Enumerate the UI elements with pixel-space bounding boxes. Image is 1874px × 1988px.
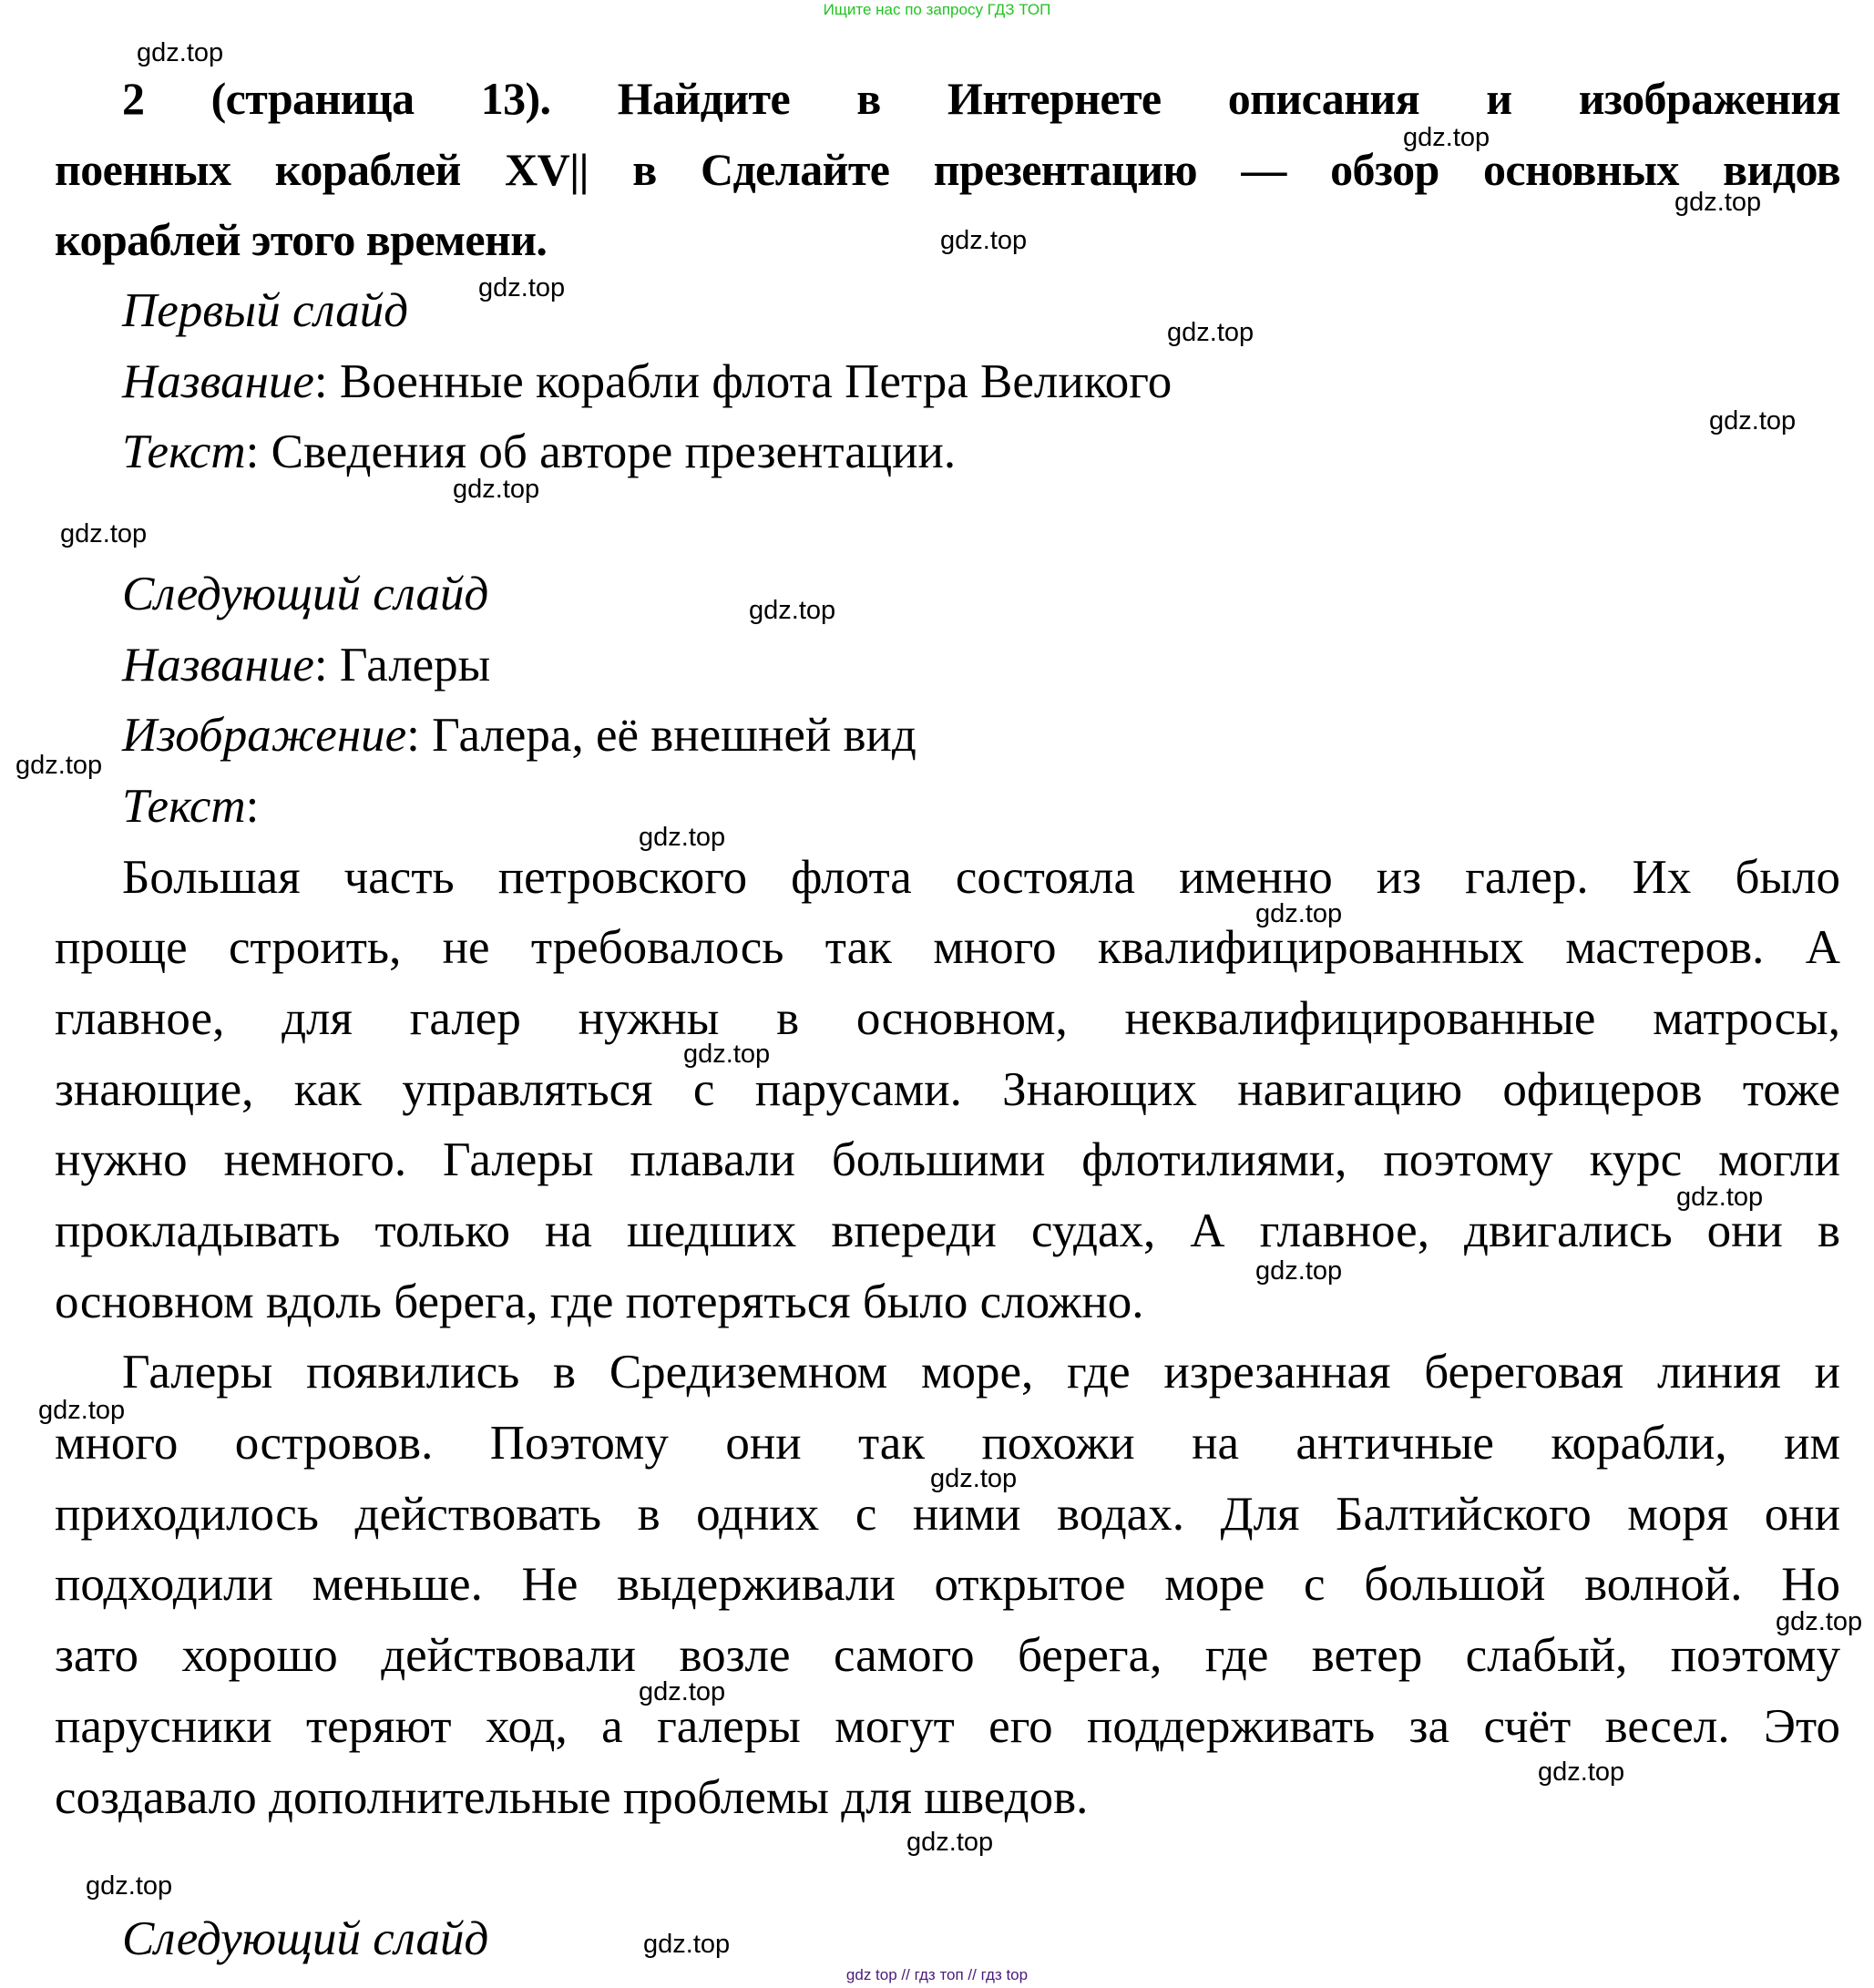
title-line: поенных кораблей XV|| в Сделайте презентацию — обзор основных видов xyxy=(55,143,1840,195)
watermark: gdz.top xyxy=(1403,123,1490,152)
watermark: gdz.top xyxy=(478,273,566,302)
image-value: : Галера, её внешней вид xyxy=(406,709,917,763)
slide2-heading: Следующий слайд xyxy=(122,567,489,620)
watermark: gdz.top xyxy=(137,38,224,67)
bottom-banner: gdz top // гдз топ // гдз top xyxy=(845,1966,1029,1983)
watermark: gdz.top xyxy=(749,596,836,625)
text-value: : Сведения об авторе презентации. xyxy=(245,425,957,479)
title-line: 2 (страница 13). Найдите в Интернете описания и изображения xyxy=(122,73,1840,124)
watermark: gdz.top xyxy=(1776,1607,1863,1636)
watermark: gdz.top xyxy=(940,226,1028,255)
document-body xyxy=(55,64,1840,1975)
slide1-heading: Первый слайд xyxy=(122,284,409,338)
title-line: кораблей этого времени. xyxy=(55,214,548,266)
text-label: Текст xyxy=(122,425,246,479)
paragraph-line: много островов. Поэтому они так похожи на античные корабли, им xyxy=(55,1417,1840,1471)
watermark: gdz.top xyxy=(1538,1757,1625,1787)
watermark: gdz.top xyxy=(1676,1183,1764,1212)
name-value: : Военные корабли флота Петра Великого xyxy=(313,354,1173,408)
paragraph-line: зато хорошо действовали возле самого берега, где ветер слабый, поэтому xyxy=(55,1629,1840,1683)
watermark: gdz.top xyxy=(60,519,148,548)
paragraph-line: приходилось действовать в одних с ними водах. Для Балтийского моря они xyxy=(55,1487,1840,1541)
watermark: gdz.top xyxy=(639,823,726,852)
slide2-name xyxy=(55,630,1840,702)
paragraph-line: Галеры появились в Средиземном море, где изрезанная береговая линия и xyxy=(122,1346,1840,1399)
watermark: gdz.top xyxy=(1674,188,1762,217)
watermark: gdz.top xyxy=(643,1930,731,1959)
slide1-text xyxy=(55,417,1840,488)
name-value: : Галеры xyxy=(313,638,491,692)
paragraph-line: нужно немного. Галеры плавали большими флотилиями, поэтому курс могли xyxy=(55,1133,1840,1187)
slide2-text xyxy=(55,772,1840,843)
text-colon: : xyxy=(245,779,260,833)
watermark: gdz.top xyxy=(38,1396,126,1425)
image-label: Изображение xyxy=(122,709,407,763)
paragraph-line: Большая часть петровского флота состояла именно из галер. Их было xyxy=(122,850,1840,904)
watermark: gdz.top xyxy=(930,1464,1018,1493)
watermark: gdz.top xyxy=(15,751,103,780)
watermark: gdz.top xyxy=(1255,899,1343,928)
paragraph-line: основном вдоль берега, где потеряться было сложно. xyxy=(55,1275,1144,1328)
watermark: gdz.top xyxy=(639,1677,726,1706)
top-banner: Ищите нас по запросу ГДЗ ТОП xyxy=(823,1,1051,18)
name-label: Название xyxy=(122,638,314,692)
watermark: gdz.top xyxy=(86,1871,173,1901)
paragraph-line: главное, для галер нужны в основном, неквалифицированные матросы, xyxy=(55,991,1840,1045)
watermark: gdz.top xyxy=(1255,1256,1343,1286)
paragraph-line: парусники теряют ход, а галеры могут его поддерживать за счёт весел. Это xyxy=(55,1699,1840,1753)
watermark: gdz.top xyxy=(1167,318,1254,347)
slide2-image xyxy=(55,701,1840,772)
slide1-name xyxy=(55,347,1840,418)
watermark: gdz.top xyxy=(1709,406,1797,436)
paragraph-line: прокладывать только на шедших впереди судах, А главное, двигались они в xyxy=(55,1204,1840,1257)
paragraph-line: знающие, как управляться с парусами. Знающих навигацию офицеров тоже xyxy=(55,1062,1840,1116)
watermark: gdz.top xyxy=(906,1828,994,1857)
paragraph-line: проще строить, не требовалось так много квалифицированных мастеров. А xyxy=(55,921,1840,975)
watermark: gdz.top xyxy=(683,1040,771,1069)
slide3-heading: Следующий слайд xyxy=(122,1911,489,1965)
paragraph-line: создавало дополнительные проблемы для шведов. xyxy=(55,1770,1089,1824)
name-label: Название xyxy=(122,354,314,408)
paragraph-1 xyxy=(55,843,1840,1338)
text-label: Текст xyxy=(122,779,246,833)
paragraph-line: подходили меньше. Не выдерживали открытое море с большой волной. Но xyxy=(55,1558,1840,1612)
watermark: gdz.top xyxy=(453,475,540,504)
